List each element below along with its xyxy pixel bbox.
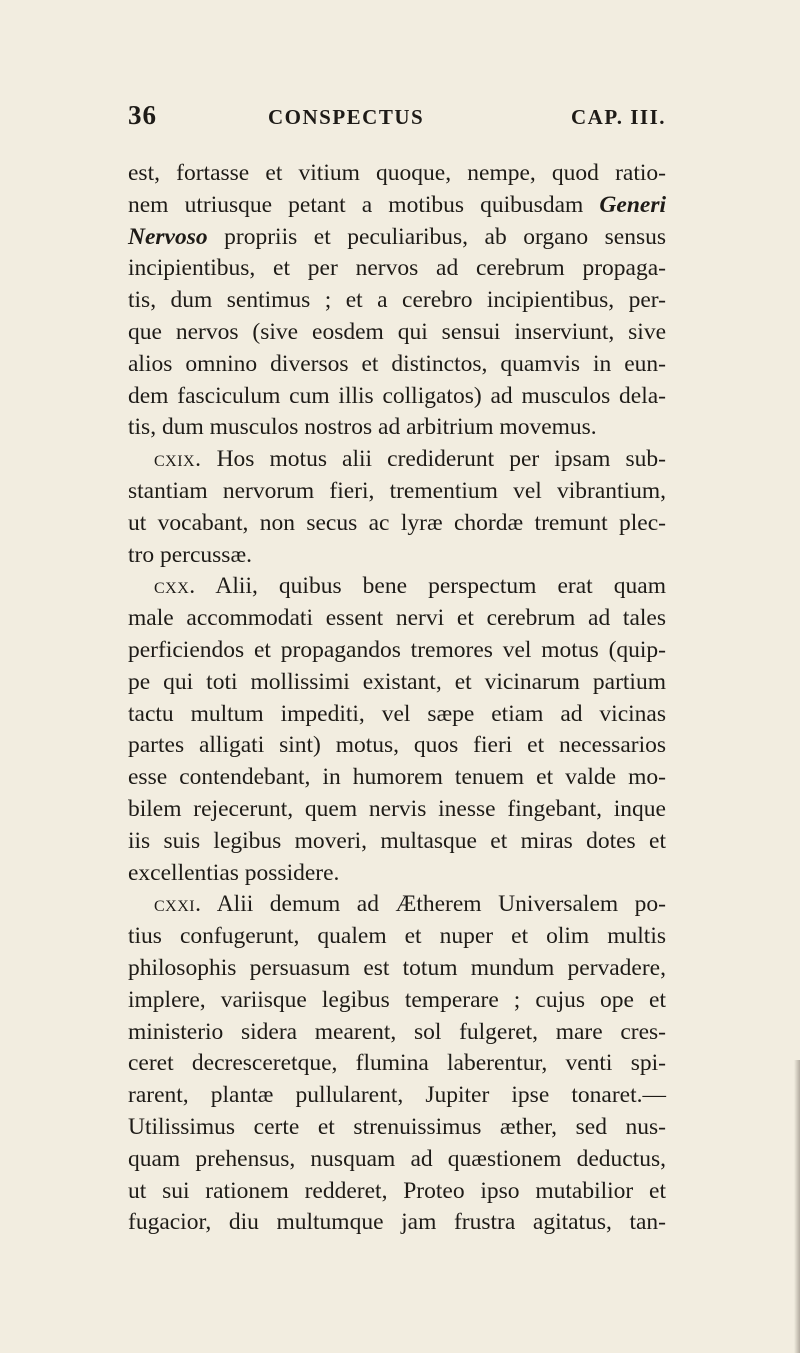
line-text: pe qui toti mollissimi existant, et vicinarum partium [128, 668, 666, 695]
text-line [128, 444, 666, 476]
text-line [128, 381, 666, 413]
italic-term: Generi [599, 191, 666, 218]
text-line [128, 1048, 666, 1080]
body-text [128, 158, 666, 1239]
line-text: dem fasciculum cum illis colligatos) ad musculos dela- [128, 382, 666, 409]
text-line [128, 921, 666, 953]
text-line [128, 1144, 666, 1176]
text-line [128, 858, 666, 890]
line-text: tro percussæ. [128, 541, 253, 568]
text-line [128, 826, 666, 858]
text-line [128, 1112, 666, 1144]
text-line [128, 317, 666, 349]
section-number: cxix. [154, 446, 202, 473]
text-line [128, 794, 666, 826]
line-text: partes alligati sint) motus, quos fieri et necessarios [128, 732, 666, 759]
line-text: excellentias possidere. [128, 859, 340, 886]
line-text: incipientibus, et per nervos ad cerebrum propaga- [128, 255, 666, 282]
line-text: perficiendos et propagandos tremores vel motus (quip- [128, 636, 666, 663]
text-line [128, 571, 666, 603]
text-line [128, 699, 666, 731]
text-line [128, 889, 666, 921]
line-text: Utilissimus certe et strenuissimus æther, sed nus- [128, 1113, 666, 1140]
line-text: Alii, quibus bene perspectum erat quam [195, 573, 666, 600]
text-line [128, 190, 666, 222]
line-text: quam prehensus, nusquam ad quæstionem deductus, [128, 1145, 666, 1172]
line-text: ut vocabant, non secus ac lyræ chordæ tremunt plec- [128, 509, 666, 536]
line-text: tius confugerunt, qualem et nuper et olim multis [128, 923, 666, 950]
text-line [128, 730, 666, 762]
line-text: tis, dum musculos nostros ad arbitrium movemus. [128, 414, 597, 441]
line-text: fugacior, diu multumque jam frustra agitatus, tan- [128, 1209, 666, 1236]
text-line [128, 603, 666, 635]
line-text: implere, variisque legibus temperare ; cujus ope et [128, 986, 666, 1013]
line-text: philosophis persuasum est totum mundum pervadere, [128, 954, 666, 981]
text-line [128, 1080, 666, 1112]
line-text: alios omnino diversos et distinctos, quamvis in eun- [128, 350, 666, 377]
line-text: iis suis legibus moveri, multasque et miras dotes et [128, 827, 666, 854]
chapter-label: CAP. III. [571, 105, 666, 129]
text-line [128, 985, 666, 1017]
running-head [128, 98, 666, 132]
italic-term: Nervoso [128, 223, 208, 250]
line-text: ut sui rationem redderet, Proteo ipso mutabilior et [128, 1177, 666, 1204]
text-line [128, 1017, 666, 1049]
text-line [128, 667, 666, 699]
text-line [128, 635, 666, 667]
line-text: bilem rejecerunt, quem nervis inesse fingebant, inque [128, 795, 666, 822]
page-edge-shadow [794, 1060, 800, 1353]
line-text: ministerio sidera mearent, sol fulgeret, mare cres- [128, 1018, 666, 1045]
section-number: cxx. [154, 573, 196, 600]
text-line [128, 349, 666, 381]
text-line [128, 476, 666, 508]
section-number: cxxi. [154, 891, 202, 918]
text-line [128, 285, 666, 317]
line-text: male accommodati essent nervi et cerebrum ad tales [128, 605, 666, 632]
text-line [128, 222, 666, 254]
text-line [128, 1207, 666, 1239]
running-title: CONSPECTUS [268, 105, 425, 129]
text-line [128, 412, 666, 444]
line-text: esse contendebant, in humorem tenuem et valde mo- [128, 764, 666, 791]
line-text: ceret decresceretque, flumina laberentur, venti spi- [128, 1050, 666, 1077]
line-text: nem utriusque petant a motibus quibusdam [128, 191, 600, 218]
line-text: tis, dum sentimus ; et a cerebro incipientibus, per- [128, 287, 666, 314]
line-text: stantiam nervorum fieri, trementium vel vibrantium, [128, 477, 666, 504]
line-text: tactu multum impediti, vel sæpe etiam ad vicinas [128, 700, 666, 727]
line-text: Hos motus alii crediderunt per ipsam sub- [201, 446, 666, 473]
line-text: propriis et peculiaribus, ab organo sensus [207, 223, 666, 250]
text-line [128, 762, 666, 794]
text-line [128, 253, 666, 285]
text-line [128, 953, 666, 985]
text-line [128, 1176, 666, 1208]
line-text: rarent, plantæ pullularent, Jupiter ipse tonaret.— [128, 1082, 666, 1109]
line-text: que nervos (sive eosdem qui sensui inserviunt, sive [128, 318, 666, 345]
text-line [128, 508, 666, 540]
line-text: Alii demum ad Ætherem Universalem po- [201, 891, 666, 918]
line-text: est, fortasse et vitium quoque, nempe, quod ratio- [128, 160, 666, 186]
page-number: 36 [128, 100, 157, 130]
text-line [128, 540, 666, 572]
text-line [128, 158, 666, 190]
